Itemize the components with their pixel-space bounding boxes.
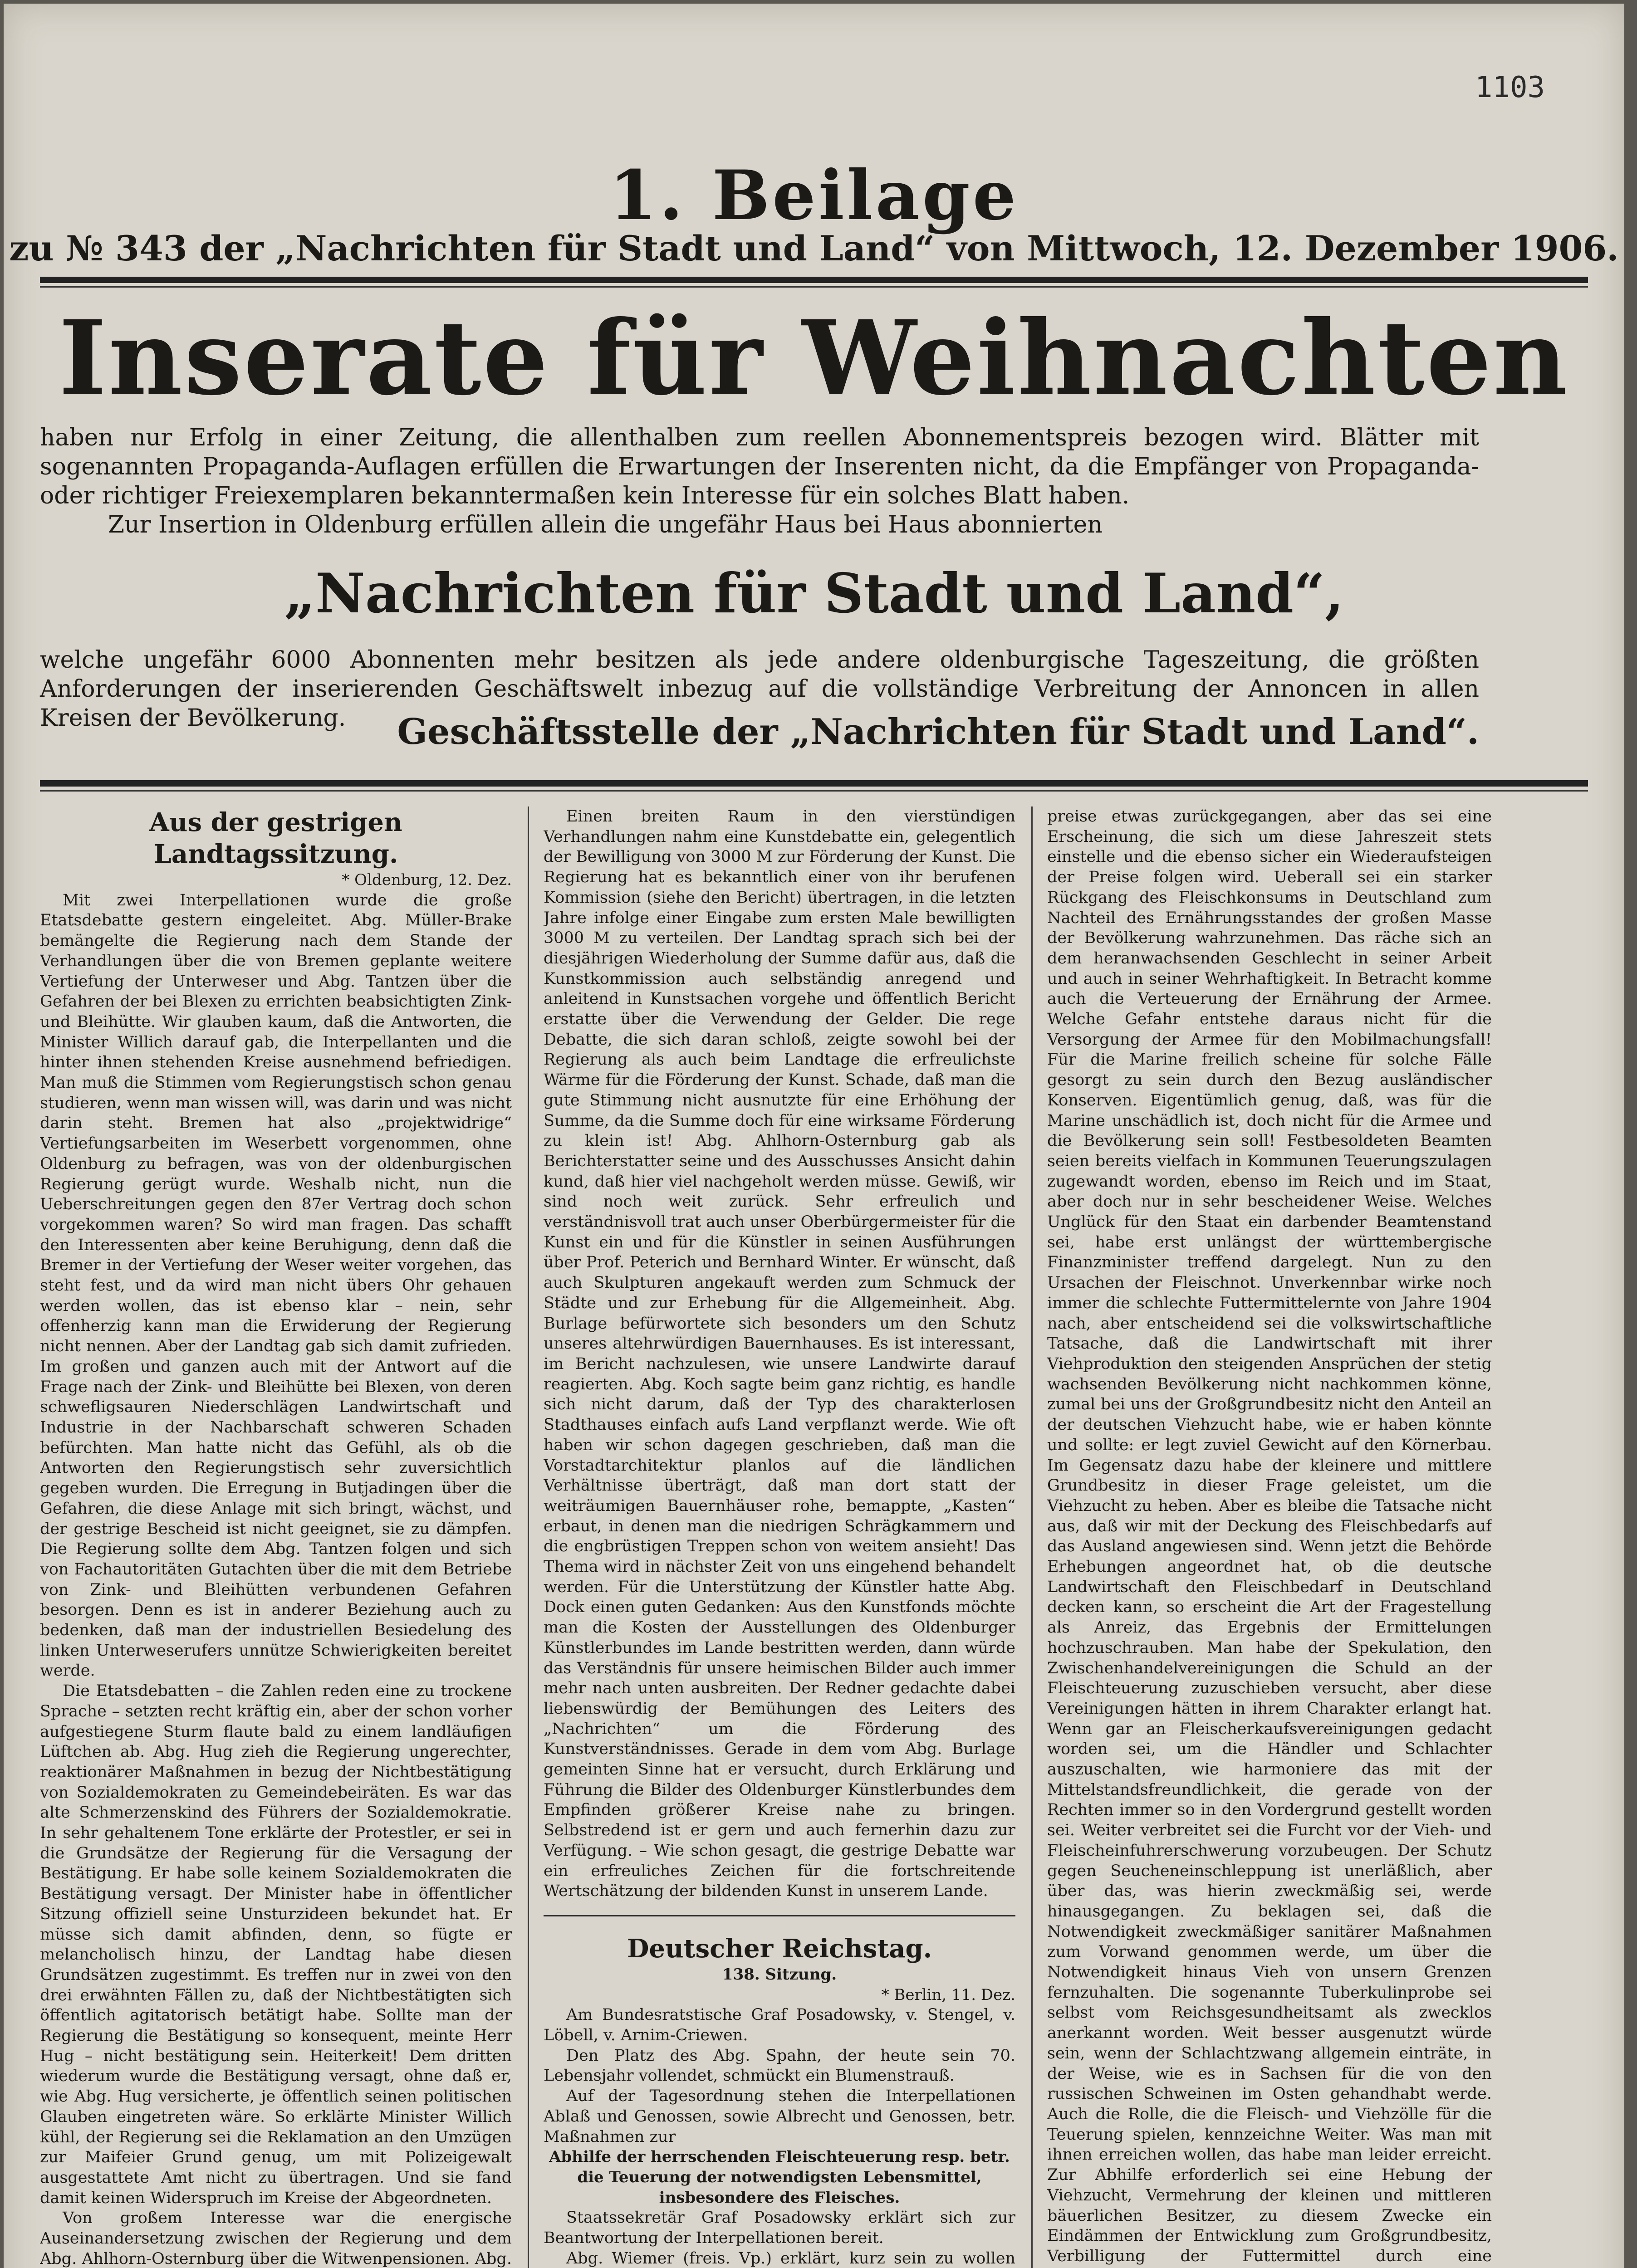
- archive-mark: 1103: [1475, 71, 1545, 104]
- sitting-number: 138. Sitzung.: [722, 1965, 837, 1984]
- intro-paragraph: Zur Insertion in Oldenburg erfüllen allein die ungefähr Haus bei Haus abonnierten: [108, 511, 1103, 538]
- masthead-quote: „Nachrichten für Stadt und Land“,: [284, 562, 1344, 626]
- supplement-title: 1. Beilage: [609, 156, 1019, 235]
- article-paragraph: Von großem Interesse war die energische Auseinandersetzung zwischen der Regierung und dem Abg. Ahlhorn-Osternburg über die Witwenpensionen. Abg.: [40, 2209, 512, 2268]
- agenda-topic: Abhilfe der herrschenden Fleischteuerung resp. betr. die Teuerung der notwendigsten Lebensmittel, insbesondere des Fleisches.: [549, 2148, 1010, 2207]
- rule-divider: [544, 1915, 1015, 1916]
- intro-paragraph: welche ungefähr 6000 Abonnenten mehr besitzen als jede andere oldenburgische Tageszeitung, die größten Anforderungen der inserierenden Geschäftswelt inbezug auf die vollständige Verbreitung der Annoncen in allen Kreisen der Bevölkerung.: [40, 646, 1479, 732]
- article-paragraph: Den Platz des Abg. Spahn, der heute sein 70. Lebensjahr vollendet, schmückt ein Blumenstrauß.: [544, 2046, 1015, 2085]
- dateline: * Berlin, 11. Dez.: [881, 1985, 1015, 2004]
- column-1: [40, 807, 512, 2268]
- article-paragraph: Einen breiten Raum in den vierstündigen Verhandlungen nahm eine Kunstdebatte ein, gelegentlich der Bewilligung von 3000 M zur Förderung der Kunst. Die Regierung hat es bekanntlich einer von ihr berufenen Kommission (siehe den Bericht) übertragen, in die letzten Jahre infolge einer Eingabe zum ersten Male bewilligten 3000 M zu verteilen. Der Landtag sprach sich bei der diesjährigen Wiederholung der Summe dafür aus, daß die Kunstkommission auch selbständig anregend und anleitend in Kunstsachen vorgehe und öffentlich Bericht erstatte über die Verwendung der Gelder. Die rege Debatte, die sich daran schloß, zeigte sowohl bei der Regierung als auch beim Landtage die erfreulichste Wärme für die Förderung der Kunst. Schade, daß man die gute Stimmung nicht ausnutzte für eine Erhöhung der Summe, da die Summe doch für eine wirksame Förderung zu klein ist! Abg. Ahlhorn-Osternburg gab als Berichterstatter seine und des Ausschusses Ansicht dahin kund, daß hier viel nachgeholt werden müsse. Gewiß, wir sind noch weit zurück. Sehr erfreulich und verständnisvoll trat auch unser Oberbürgermeister für die Kunst ein und für die Künstler in seinen Ausführungen über Prof. Peterich und Bernhard Winter. Er wünscht, daß auch Skulpturen angekauft werden zum Schmuck der Städte und zur Erhebung für die Allgemeinheit. Abg. Burlage befürwortete sich besonders um den Schutz unseres altehrwürdigen Bauernhauses. Es ist interessant, im Bericht nachzulesen, wie unsere Landwirte darauf reagierten. Abg. Koch sagte beim ganz richtig, es handle sich nicht darum, daß der Typ des charakterlosen Stadthauses einfach aufs Land verpflanzt werde. Wie oft haben wir schon dagegen geschrieben, daß man die Vorstadtarchitektur planlos auf die ländlichen Verhältnisse überträgt, daß man dort statt der weiträumigen Bauernhäuser rohe, bemappte, „Kasten“ erbaut, in denen man die niedrigen Schrägkammern und die engbrüstigen Treppen schon von weitem ansieht! Das Thema wird in nächster Zeit von uns eingehend behandelt werden. Für die Unterstützung der Künstler hatte Abg. Dock einen guten Gedanken: Aus den Kunstfonds möchte man die Kosten der Ausstellungen des Oldenburger Künstlerbundes im Lande bestritten werden, dann würde das Verständnis für unsere heimischen Bilder auch immer mehr nach unten ausbreiten. Der Redner gedachte dabei liebenswürdig der Bemühungen des Leiters des „Nachrichten“ um die Förderung des Kunstverständnisses. Gerade in dem vom Abg. Burlage gemeinten Sinne hat er versucht, durch Erklärung und Führung die Bilder des Oldenburger Künstlerbundes dem Empfinden größerer Kreise nahe zu bringen. Selbstredend ist er gern und auch fernerhin dazu zur Verfügung. – Wie schon gesagt, die gestrige Debatte war ein erfreuliches Zeichen für die fortschreitende Wertschätzung der bildenden Kunst in unserem Lande.: [544, 807, 1015, 1901]
- rule-divider: [40, 277, 1588, 283]
- newspaper-page: [4, 4, 1624, 2268]
- column-2: [544, 807, 1015, 2268]
- article-paragraph: Staatssekretär Graf Posadowsky erklärt sich zur Beantwortung der Interpellationen bereit.: [544, 2209, 1015, 2248]
- article-paragraph: Die Etatsdebatten – die Zahlen reden eine zu trockene Sprache – setzten recht kräftig ein, aber der schon vorher aufgestiegene Sturm flaute bald zu einem landläufigen Lüftchen ab. Abg. Hug zieh die Regierung ungerechter, reaktionärer Maßnahmen in bezug der Nichtbestätigung von Sozialdemokraten zu Gemeindebeiräten. Es war das alte Schmerzenskind des Führers der Sozialdemokratie. In sehr gehaltenem Tone erklärte der Protestler, er sei in die Grundsätze der Regierung für die Versagung der Bestätigung. Er habe solle keinem Sozialdemokraten die Bestätigung versagt. Der Minister habe in öffentlicher Sitzung offiziell seine Unsturzideen bekundet hat. Er müsse sich damit abfinden, denn, so fügte er melancholisch hinzu, der Landtag habe diesen Grundsätzen zugestimmt. Es treffen nur in zwei von den drei erwähnten Fällen zu, daß der Nichtbestätigten sich öffentlich agitatorisch betätigt habe. Sollte man der Regierung die Bestätigung so konsequent, meinte Herr Hug – nicht bestätigung sein. Heiterkeit! Dem dritten wiederum wurde die Bestätigung versagt, ohne daß er, wie Abg. Hug versicherte, je öffentlich seinen politischen Glauben eingetreten wäre. So erklärte Minister Willich kühl, der Regierung sei die Reklamation an den Umzügen zur Maifeier Grund genug, um mit Polizeigewalt ausgestattete Amt nicht zu übertragen. Und sie fand damit keinen Widerspruch im Kreise der Abgeordneten.: [40, 1682, 512, 2207]
- article-columns: [40, 807, 1492, 2268]
- intro-paragraph: haben nur Erfolg in einer Zeitung, die allenthalben zum reellen Abonnementspreis bezogen wird. Blätter mit sogenannten Propaganda-Auflagen erfüllen die Erwartungen der Inserenten nicht, da die Empfänger von Propaganda- oder richtiger Freiexemplaren bekanntermaßen kein Interesse für ein solches Blatt haben.: [40, 424, 1479, 509]
- article-heading: Deutscher Reichstag.: [627, 1933, 932, 1964]
- rule-divider: [40, 286, 1588, 288]
- column-rule: [528, 807, 529, 2268]
- issue-subline: zu № 343 der „Nachrichten für Stadt und Land“ von Mittwoch, 12. Dezember 1906.: [9, 228, 1619, 269]
- publisher-signature: Geschäftsstelle der „Nachrichten für Stadt und Land“.: [397, 711, 1479, 753]
- article-paragraph: preise etwas zurückgegangen, aber das sei eine Erscheinung, die sich um diese Jahreszeit stets einstelle und die ebenso sicher ein Wiederaufsteigen der Preise folgen wird. Ueberall sei ein starker Rückgang des Fleischkonsums in Deutschland zum Nachteil des Ernährungsstandes der großen Masse der Bevölkerung wahrzunehmen. Das räche sich an dem heranwachsenden Geschlecht in seiner Arbeit und auch in seiner Wehrhaftigkeit. In Betracht komme auch die Verteuerung der Ernährung der Armee. Welche Gefahr entstehe daraus nicht für die Versorgung der Armee für den Mobilmachungsfall! Für die Marine freilich scheine für solche Fälle gesorgt zu sein durch den Bezug ausländischer Konserven. Eigentümlich genug, daß, was für die Marine unschädlich ist, doch nicht für die Armee und die Bevölkerung sein soll! Festbesoldeten Beamten seien bereits vielfach in Kommunen Teuerungszulagen zugewandt worden, ebenso im Reich und im Staat, aber doch nur in sehr bescheidener Weise. Welches Unglück für den Staat ein darbender Beamtenstand sei, habe erst unlängst der württembergische Finanzminister treffend dargelegt. Nun zu den Ursachen der Fleischnot. Unverkennbar wirke noch immer die schlechte Futtermittelernte von Jahre 1904 nach, aber entscheidend sei die volkswirtschaftliche Tatsache, daß die Landwirtschaft mit ihrer Viehproduktion den steigenden Ansprüchen der stetig wachsenden Bevölkerung nicht nachkommen könne, zumal bei uns der Großgrundbesitz nicht den Anteil an der deutschen Viehzucht habe, wie er haben könnte und sollte: er legt zuviel Gewicht auf den Körnerbau. Im Gegensatz dazu habe der kleinere und mittlere Grundbesitz in dieser Frage geleistet, um die Viehzucht zu heben. Aber es bleibe die Tatsache nicht aus, daß wir mit der Deckung des Fleischbedarfs auf das Ausland angewiesen sind. Wenn jetzt die Behörde Erhebungen angeordnet hat, ob die deutsche Landwirtschaft den Fleischbedarf in Deutschland decken kann, so erscheint die Art der Fragestellung als Anreiz, das Ergebnis der Ermittelungen hochzuschrauben. Man habe der Spekulation, den Zwischenhandelvereinigungen die Schuld an der Fleischteuerung zuzuschieben versucht, aber diese Vereinigungen hätten in ihrem Charakter erlangt hat. Wenn gar an Fleischerkaufsvereinigungen gedacht worden sei, um die Händler und Schlachter auszuschalten, wie harmoniere das mit der Mittelstandsfreundlichkeit, die gerade von der Rechten immer so in den Vordergrund gestellt worden sei. Weiter verbreitet sei die Furcht vor der Vieh- und Fleischeinfuhrerschwerung vorzubeugen. Der Schutz gegen Seucheneinschleppung ist unerläßlich, aber über das, was hierin zweckmäßig sei, werde hinausgegangen. Zu beklagen sei, daß die Notwendigkeit zweckmäßiger sanitärer Maßnahmen zum Vorwand genommen werde, um über die Notwendigkeit hinaus Vieh von unsern Grenzen fernzuhalten. Die sogenannte Tuberkulinprobe sei selbst vom Reichsgesundheitsamt als zwecklos anerkannt worden. Weit besser ausgenutzt würde sein, wenn der Schlachtzwang allgemein einträte, in der Weise, wie es in Sachsen für die von den russischen Schweinen im Osten gehandhabt werde. Auch die Rolle, die die Fleisch- und Viehzölle für die Teuerung spielen, kennzeichne Weiter. Was man mit ihnen erreichen wollen, das habe man leider erreicht. Zur Abhilfe erforderlich sei eine Hebung der Viehzucht, Vermehrung der kleinen und mittleren bäuerlichen Besitzer, zu diesem Zwecke ein Eindämmen der Entwicklung zum Großgrundbesitz, Verbilligung der Futtermittel durch eine: [1047, 807, 1492, 2265]
- article-paragraph: Am Bundesratstische Graf Posadowsky, v. Stengel, v. Löbell, v. Arnim-Criewen.: [544, 2006, 1015, 2045]
- headline: Inserate für Weihnachten: [59, 298, 1569, 418]
- rule-divider: [40, 780, 1588, 787]
- article-paragraph: Auf der Tagesordnung stehen die Interpellationen Ablaß und Genossen, sowie Albrecht und Genossen, betr. Maßnahmen zur: [544, 2087, 1015, 2146]
- article-paragraph: Abg. Wiemer (freis. Vp.) erklärt, kurz sein zu wollen: [566, 2249, 1015, 2268]
- column-rule: [1031, 807, 1033, 2268]
- dateline: * Oldenburg, 12. Dez.: [342, 871, 512, 889]
- article-heading: Aus der gestrigen Landtagssitzung.: [149, 807, 402, 869]
- rule-divider: [40, 790, 1588, 792]
- article-paragraph: Mit zwei Interpellationen wurde die große Etatsdebatte gestern eingeleitet. Abg. Müller-Brake bemängelte die Regierung nach dem Stande der Verhandlungen über die von Bremen geplante weitere Vertiefung der Unterweser und Abg. Tantzen über die Gefahren der bei Blexen zu errichten beabsichtigten Zink- und Bleihütte. Wir glauben kaum, daß die Antworten, die Minister Willich darauf gab, die Interpellanten und die hinter ihnen stehenden Kreise ausnehmend befriedigen. Man muß die Stimmen vom Regierungstisch schon genau studieren, wenn man wissen will, was darin und was nicht darin steht. Bremen hat also „projektwidrige“ Vertiefungsarbeiten im Weserbett vorgenommen, ohne Oldenburg zu befragen, was von der oldenburgischen Regierung gerügt wurde. Weshalb nicht, nun die Ueberschreitungen gegen den 87er Vertrag doch schon vorgekommen waren? So wird man fragen. Das schafft den Interessenten aber keine Beruhigung, denn daß die Bremer in der Vertiefung der Weser weiter vorgehen, das steht fest, und da wird man nicht übers Ohr gehauen werden wollen, das ist ebenso klar – nein, sehr offenherzig kann man die Erwiderung der Regierung nicht nennen. Aber der Landtag gab sich damit zufrieden. Im großen und ganzen auch mit der Antwort auf die Frage nach der Zink- und Bleihütte bei Blexen, von deren schwefligsauren Niederschlägen Landwirtschaft und Industrie in der Nachbarschaft schweren Schaden befürchten. Man hatte nicht das Gefühl, als ob die Antworten den Regierungstisch sehr zuversichtlich gegeben wurden. Die Erregung in Butjadingen über die Gefahren, die diese Anlage mit sich bringt, wächst, und der gestrige Bescheid ist nicht geeignet, sie zu dämpfen. Die Regierung sollte dem Abg. Tantzen folgen und sich von Fachautoritäten Gutachten über die mit dem Betriebe von Zink- und Bleihütten verbundenen Gefahren besorgen. Denn es ist in anderer Beziehung auch zu bedenken, daß man der industriellen Besiedelung des linken Unterweserufers unnütze Schwierigkeiten bereitet werde.: [40, 891, 512, 1680]
- column-3: [1047, 807, 1492, 2268]
- intro-block: [40, 423, 1479, 539]
